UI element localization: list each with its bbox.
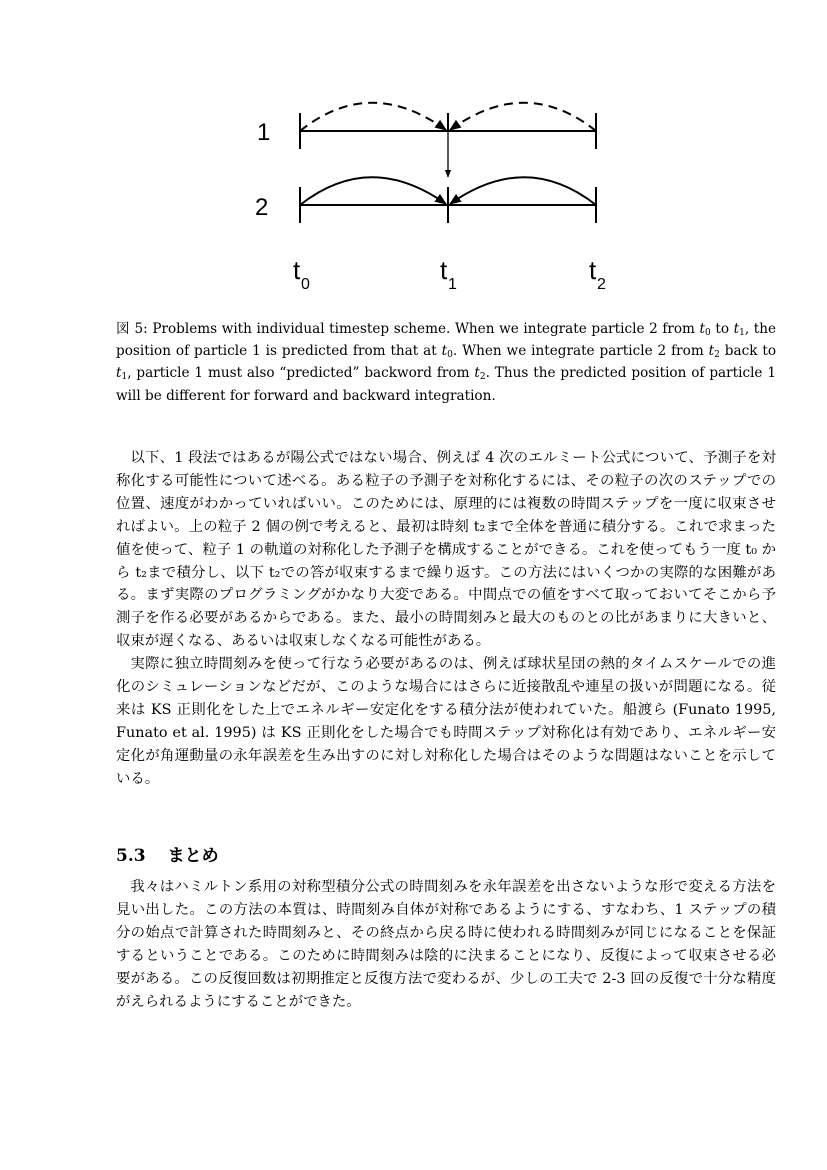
row-1-dashed-arc-left bbox=[300, 103, 446, 131]
timestep-diagram bbox=[240, 80, 620, 300]
row-1-dashed-arc-right bbox=[450, 103, 596, 131]
time-label-t0 bbox=[293, 255, 310, 293]
body-paragraphs bbox=[116, 447, 776, 791]
svg-text:2: 2 bbox=[597, 276, 606, 293]
figure-caption: 図 5: Problems with individual timestep scheme. When we integrate particle 2 from $t_0$ to $t_1$, the position of particle 1 is predicted from that at $t_0$. When we integrate particle 2 from $t_2$ back to $t_1$, particle 1 must also “predicted” backword from $t_2$. Thus the predicted position of particle 1 will be different for forward and backward integration. bbox=[116, 321, 777, 404]
section-number: 5.3 bbox=[116, 846, 146, 866]
row-2-arc-left bbox=[300, 177, 446, 205]
row-2-timeline bbox=[300, 177, 596, 223]
timestep-diagram-svg bbox=[240, 80, 620, 300]
paragraph-3: 我々はハミルトン系用の対称型積分公式の時間刻みを永年誤差を出さないような形で変える方法を見い出した。この方法の本質は、時間刻み自体が対称であるようにする、すなわち、1 ステップの積分の始点で計算された時間刻みと、その終点から戻る時に使われる時間刻みが同じになることを保証するということである。このために時間刻みは陰的に決まることになり、反復によって収束させる必要がある。この反復回数は初期推定と反復方法で変わるが、少しの工夫で 2-3 回の反復で十分な精度がえられるようにすることができた。 bbox=[116, 879, 776, 1010]
section-heading bbox=[116, 841, 219, 866]
svg-text:0: 0 bbox=[301, 276, 310, 293]
paragraph-1: 以下、1 段法ではあるが陽公式ではない場合、例えば 4 次のエルミート公式について、予測子を対称化する可能性について述べる。ある粒子の予測子を対称化するには、その粒子の次のステップでの位置、速度がわかっていればいい。このためには、原理的には複数の時間ステップを一度に収束させればよい。上の粒子 2 個の例で考えると、最初は時刻 t₂まで全体を普通に積分する。これで求まった値を使って、粒子 1 の軌道の対称化した予測子を構成することができる。これを使ってもう一度 t₀ から t₂まで積分し、以下 t₂での答が収束するまで繰り返す。この方法にはいくつかの実際的な困難がある。まず実際のプログラミングがかなり大変である。中間点での値をすべて取っておいてそこから予測子を作る必要があるからである。また、最小の時間刻みと最大のものとの比があまりに大きいと、収束が遅くなる、あるいは収束しなくなる可能性がある。 bbox=[116, 450, 777, 650]
section-title-text: まとめ bbox=[167, 846, 219, 866]
summary-section-body bbox=[116, 876, 776, 1013]
svg-text:t: t bbox=[589, 255, 597, 285]
row-2-arc-right bbox=[450, 177, 596, 205]
row-label-1: 1 bbox=[257, 119, 271, 146]
svg-text:1: 1 bbox=[448, 276, 457, 293]
paragraph-2: 実際に独立時間刻みを使って行なう必要があるのは、例えば球状星団の熱的タイムスケールでの進化のシミュレーションなどだが、このような場合にはさらに近接散乱や連星の扱いが問題になる。従来は KS 正則化をした上でエネルギー安定化をする積分法が使われていた。船渡ら (Funato 1995, Funato et al. 1995) は KS 正則化をした場合でも時間ステップ対称化は有効であり、エネルギー安定化が角運動量の永年誤差を生み出すのに対し対称化した場合はそのような問題はないことを示している。 bbox=[116, 656, 776, 787]
svg-text:t: t bbox=[440, 255, 448, 285]
svg-text:t: t bbox=[293, 255, 301, 285]
time-label-t2 bbox=[589, 255, 606, 293]
row-label-2: 2 bbox=[255, 194, 269, 221]
caption-label: 図 5: bbox=[116, 321, 148, 337]
time-label-t1 bbox=[440, 255, 457, 293]
